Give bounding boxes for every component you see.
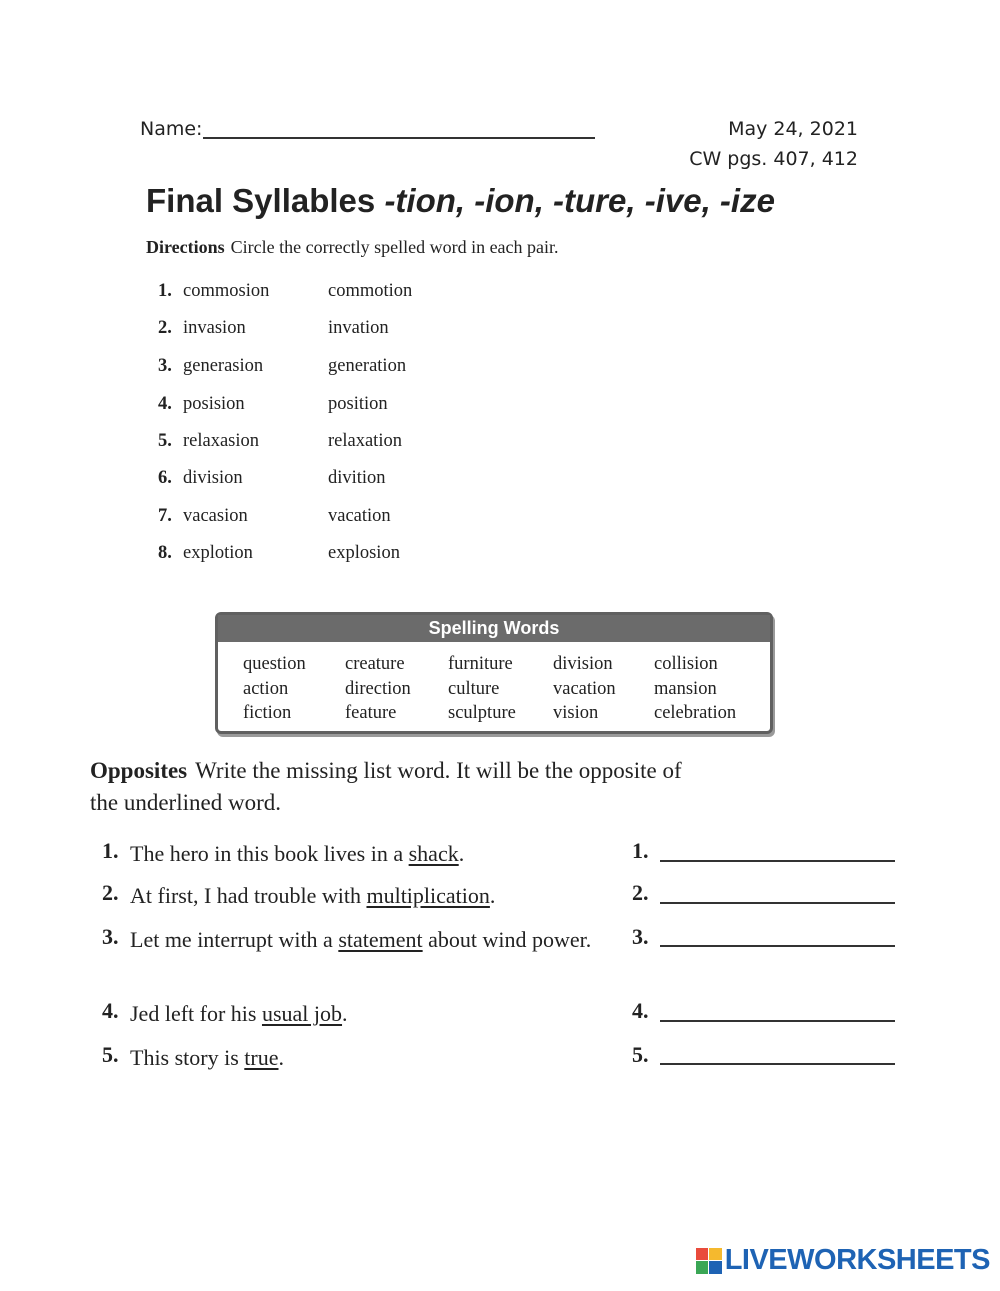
name-input-line[interactable] (203, 137, 595, 139)
spelling-word: culture (448, 678, 500, 699)
spelling-word: direction (345, 678, 411, 699)
date: May 24, 2021 (728, 118, 858, 140)
question-text-after: . (278, 1045, 284, 1070)
word-option-a[interactable]: invasion (183, 317, 246, 338)
question-text (130, 1042, 620, 1074)
question-text-before: This story is (130, 1045, 245, 1070)
question-text (130, 924, 620, 956)
word-option-b[interactable]: invation (328, 317, 389, 338)
word-option-b[interactable]: commotion (328, 280, 413, 301)
word-pair-row (158, 502, 478, 530)
spelling-word: vacation (553, 678, 616, 699)
spelling-word: question (243, 654, 306, 674)
liveworksheets-logo-text: LIVEWORKSHEETS (724, 1244, 990, 1276)
spelling-word: action (243, 678, 289, 699)
answer-number: 4. (632, 998, 649, 1023)
word-option-a[interactable]: posision (183, 393, 245, 414)
spelling-words-box (215, 612, 773, 734)
spelling-word: fiction (243, 703, 292, 723)
word-pair-row (158, 314, 478, 342)
word-pair-row (158, 390, 478, 418)
answer-input-line[interactable] (660, 1063, 895, 1065)
word-option-a[interactable]: vacasion (183, 505, 248, 526)
spelling-word: sculpture (448, 703, 516, 723)
question-number: 2. (102, 880, 119, 905)
opposites-instructions (90, 755, 690, 819)
name-label: Name: (140, 118, 203, 140)
page-title (146, 182, 775, 220)
question-text-after: about wind power. (422, 927, 592, 952)
question-number: 1. (102, 838, 119, 863)
spelling-word: collision (654, 654, 718, 674)
logo-tile (709, 1248, 722, 1261)
word-option-a[interactable]: commosion (183, 280, 270, 301)
question-text-after: . (489, 883, 496, 908)
logo-tile (696, 1248, 709, 1261)
question-text (130, 998, 620, 1030)
underlined-word: true (244, 1045, 279, 1070)
pair-number: 4. (158, 393, 172, 414)
title-suffixes: -tion, -ion, -ture, -ive, -ize (384, 182, 775, 219)
question-text (130, 880, 620, 912)
underlined-word: usual job (261, 1001, 343, 1026)
spelling-word: creature (345, 654, 405, 674)
question-text-before: The hero in this book lives in a (130, 841, 409, 866)
spelling-words-column (553, 652, 616, 726)
word-pair-row (158, 352, 478, 380)
directions (146, 237, 559, 258)
word-option-b[interactable]: vacation (328, 505, 391, 526)
word-option-a[interactable]: relaxasion (183, 430, 260, 451)
pair-number: 7. (158, 505, 172, 526)
liveworksheets-logo-icon (696, 1248, 722, 1274)
underlined-word: multiplication (366, 883, 490, 908)
answer-number: 1. (632, 838, 649, 863)
spelling-word: vision (553, 703, 599, 723)
answer-number: 2. (632, 880, 649, 905)
logo-tile (696, 1261, 709, 1274)
spelling-word: mansion (654, 678, 717, 699)
opposites-label: Opposites (90, 758, 188, 783)
spelling-words-column (448, 652, 516, 726)
word-pair-row (158, 277, 478, 305)
question-text (130, 838, 620, 870)
pair-number: 6. (158, 467, 172, 488)
word-pair-row (158, 427, 478, 455)
pair-number: 1. (158, 280, 172, 301)
word-option-b[interactable]: position (328, 393, 388, 414)
pair-number: 5. (158, 430, 172, 451)
question-text-after: . (458, 841, 465, 866)
question-number: 3. (102, 924, 119, 949)
answer-input-line[interactable] (660, 902, 895, 904)
word-option-a[interactable]: generasion (183, 355, 264, 376)
word-option-b[interactable]: divition (328, 467, 386, 488)
spelling-word: division (553, 654, 613, 674)
question-text-after: . (342, 1001, 348, 1026)
page-reference: CW pgs. 407, 412 (689, 148, 858, 170)
word-option-b[interactable]: explosion (328, 542, 400, 563)
liveworksheets-logo[interactable] (696, 1244, 990, 1277)
underlined-word: shack (408, 841, 459, 866)
spelling-word: feature (345, 703, 397, 723)
pair-number: 3. (158, 355, 172, 376)
logo-tile (709, 1261, 722, 1274)
directions-text: Circle the correctly spelled word in each pair. (230, 237, 559, 257)
spelling-word: furniture (448, 654, 513, 674)
word-option-b[interactable]: relaxation (328, 430, 402, 451)
question-number: 5. (102, 1042, 119, 1067)
title-plain: Final Syllables (146, 182, 385, 219)
answer-input-line[interactable] (660, 1020, 895, 1022)
spelling-words-column (243, 652, 306, 726)
underlined-word: statement (338, 927, 423, 952)
pair-number: 2. (158, 317, 172, 338)
question-text-before: Jed left for his (130, 1001, 262, 1026)
spelling-words-column (654, 652, 736, 726)
spelling-words-title: Spelling Words (218, 615, 770, 642)
opposites-text: Write the missing list word. It will be the opposite of the underlined word. (90, 758, 682, 815)
word-pair-row (158, 539, 478, 567)
question-text-before: Let me interrupt with a (130, 927, 339, 952)
answer-input-line[interactable] (660, 945, 895, 947)
spelling-word: celebration (654, 703, 737, 723)
pair-number: 8. (158, 542, 172, 563)
word-option-a[interactable]: division (183, 467, 243, 488)
spelling-words-column (345, 652, 411, 726)
word-option-a[interactable]: explotion (183, 542, 253, 563)
directions-label: Directions (146, 237, 225, 257)
word-option-b[interactable]: generation (328, 355, 407, 376)
question-number: 4. (102, 998, 119, 1023)
answer-input-line[interactable] (660, 860, 895, 862)
question-text-before: At first, I had trouble with (130, 883, 367, 908)
answer-number: 5. (632, 1042, 649, 1067)
word-pair-row (158, 464, 478, 492)
answer-number: 3. (632, 924, 649, 949)
